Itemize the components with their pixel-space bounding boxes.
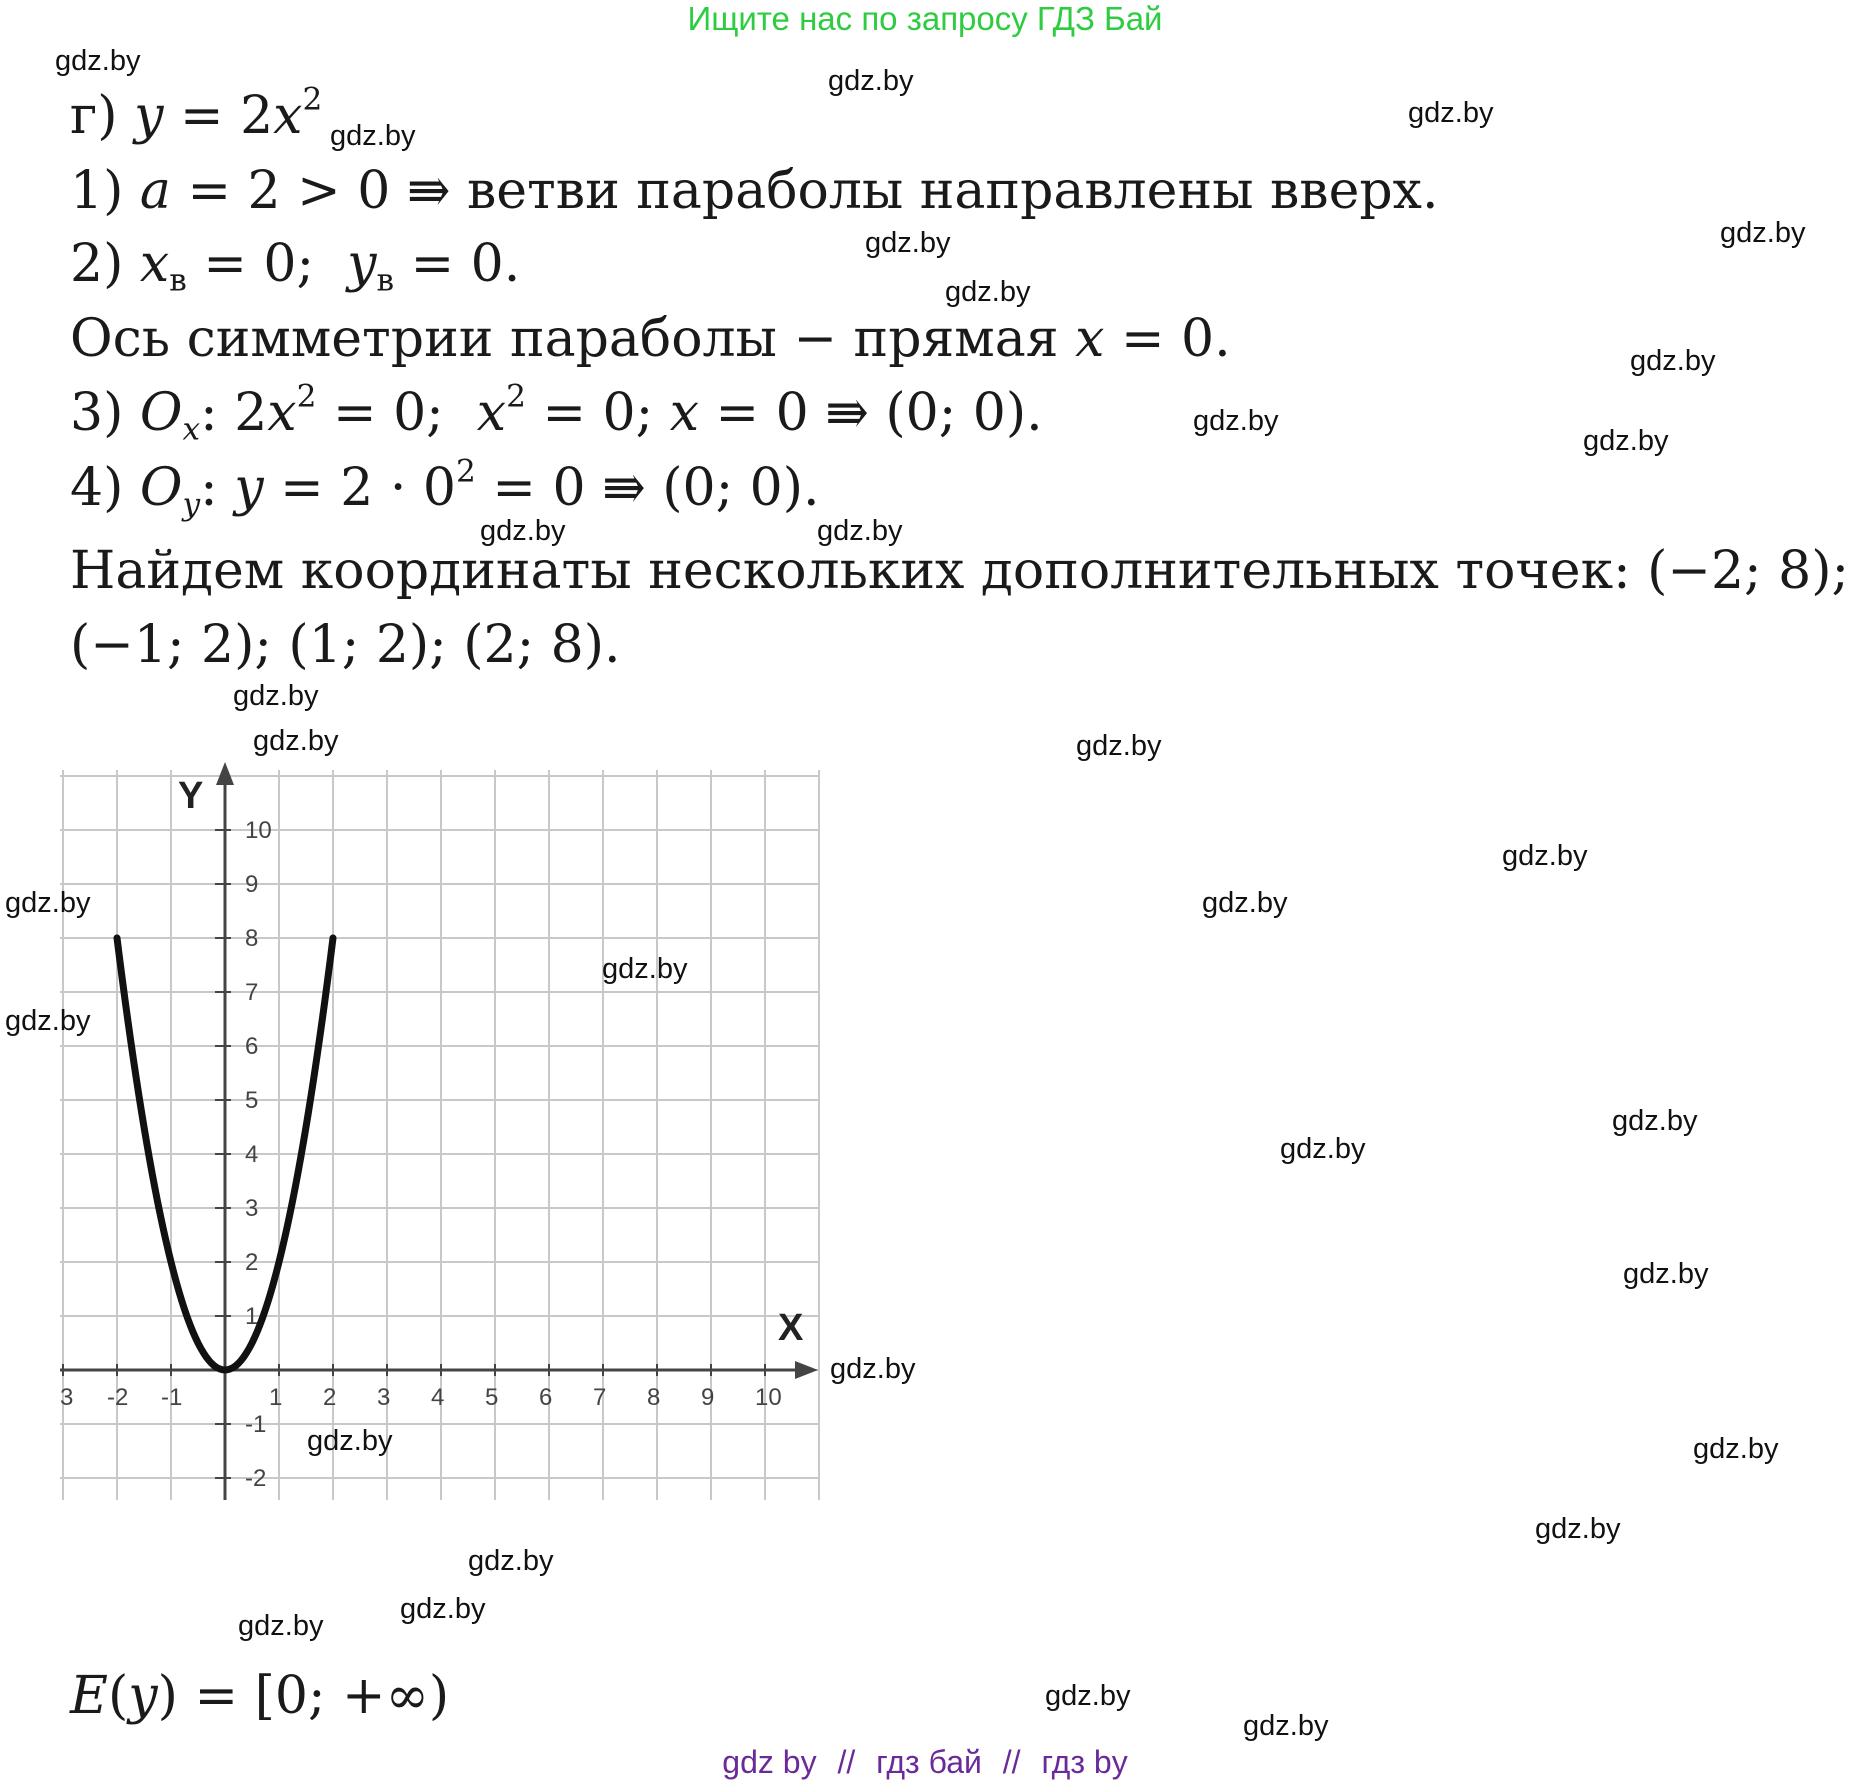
watermark: gdz.by xyxy=(1630,345,1716,377)
watermark: gdz.by xyxy=(1502,840,1588,872)
parabola-graph xyxy=(60,760,820,1500)
y-axis-arrow xyxy=(216,762,234,785)
function-title: г) $y = 2x^2$ xyxy=(70,81,323,146)
x-tick-label: 4 xyxy=(431,1384,445,1411)
y-tick-label: 5 xyxy=(245,1087,259,1114)
watermark: gdz.by xyxy=(1202,887,1288,919)
footer-link-gdz-by-cyr[interactable]: гдз by xyxy=(1041,1744,1128,1780)
watermark: gdz.by xyxy=(1193,405,1279,437)
y-tick-label: -2 xyxy=(245,1465,267,1492)
points-line-2: (−1; 2); (1; 2); (2; 8). xyxy=(70,615,621,675)
watermark: gdz.by xyxy=(1045,1680,1131,1712)
points-line-1: Найдем координаты нескольких дополнительных точек: (−2; 8); xyxy=(70,541,1849,601)
x-axis-arrow xyxy=(795,1361,818,1379)
x-axis-label: X xyxy=(778,1307,804,1349)
watermark: gdz.by xyxy=(330,120,416,152)
watermark: gdz.by xyxy=(1612,1105,1698,1137)
symmetry-axis: Ось симметрии параболы − прямая x = 0. xyxy=(70,309,1231,369)
watermark: gdz.by xyxy=(480,515,566,547)
step-1: 1) a = 2 > 0 ⇛ ветви параболы направлены вверх. xyxy=(70,161,1439,221)
y-tick-label: -1 xyxy=(245,1411,267,1438)
y-tick-label: 2 xyxy=(245,1249,259,1276)
watermark: gdz.by xyxy=(1720,217,1806,249)
x-tick-label: 3 xyxy=(377,1384,391,1411)
x-tick-label: 1 xyxy=(269,1384,283,1411)
footer-separator: // xyxy=(837,1744,856,1780)
x-tick-label: 2 xyxy=(323,1384,337,1411)
watermark: gdz.by xyxy=(828,65,914,97)
watermark: gdz.by xyxy=(1583,425,1669,457)
watermark: gdz.by xyxy=(1280,1133,1366,1165)
footer-links xyxy=(0,1744,1850,1781)
watermark: gdz.by xyxy=(602,953,688,985)
y-tick-label: 1 xyxy=(245,1303,259,1330)
watermark: gdz.by xyxy=(865,227,951,259)
step-3: 3) $O_x$: $2x^2 = 0$; $x^2 = 0$; x = 0 ⇛ (0; 0). xyxy=(70,378,1043,448)
y-tick-label: 7 xyxy=(245,979,259,1006)
y-tick-label: 9 xyxy=(245,871,259,898)
watermark: gdz.by xyxy=(1535,1513,1621,1545)
watermark: gdz.by xyxy=(238,1610,324,1642)
x-tick-label: 9 xyxy=(701,1384,715,1411)
watermark: gdz.by xyxy=(400,1593,486,1625)
x-tick-label: 10 xyxy=(755,1384,782,1411)
footer-separator: // xyxy=(1002,1744,1021,1780)
x-tick-label: 8 xyxy=(647,1384,661,1411)
watermark: gdz.by xyxy=(5,1005,91,1037)
watermark: gdz.by xyxy=(307,1425,393,1457)
y-tick-label: 8 xyxy=(245,925,259,952)
x-tick-label: -2 xyxy=(107,1384,129,1411)
watermark: gdz.by xyxy=(1408,97,1494,129)
step-2: 2) $x_в = 0$; $y_в = 0$. xyxy=(70,234,521,299)
watermark: gdz.by xyxy=(945,276,1031,308)
watermark: gdz.by xyxy=(830,1353,916,1385)
x-tick-label: 3 xyxy=(60,1384,74,1411)
range-of-values: E(y) = [0; +∞) xyxy=(70,1666,450,1726)
watermark: gdz.by xyxy=(233,680,319,712)
watermark: gdz.by xyxy=(1693,1433,1779,1465)
watermark: gdz.by xyxy=(1076,730,1162,762)
watermark: gdz.by xyxy=(55,45,141,77)
watermark: gdz.by xyxy=(5,887,91,919)
y-tick-label: 4 xyxy=(245,1141,259,1168)
x-tick-label: 7 xyxy=(593,1384,607,1411)
watermark: gdz.by xyxy=(468,1545,554,1577)
header-banner[interactable]: Ищите нас по запросу ГДЗ Бай xyxy=(687,0,1163,37)
footer-link-gdz-bai[interactable]: гдз бай xyxy=(876,1744,982,1780)
footer-link-gdz-by[interactable]: gdz by xyxy=(722,1744,817,1780)
x-tick-label: 5 xyxy=(485,1384,499,1411)
watermark: gdz.by xyxy=(1243,1710,1329,1742)
y-tick-label: 6 xyxy=(245,1033,259,1060)
watermark: gdz.by xyxy=(1623,1258,1709,1290)
y-tick-label: 10 xyxy=(245,817,272,844)
x-tick-label: 6 xyxy=(539,1384,553,1411)
y-tick-label: 3 xyxy=(245,1195,259,1222)
step-4: 4) $O_y$: $y = 2 \cdot 0^2 = 0$ ⇛ (0; 0). xyxy=(70,453,820,523)
watermark: gdz.by xyxy=(253,725,339,757)
x-tick-label: -1 xyxy=(161,1384,183,1411)
watermark: gdz.by xyxy=(817,515,903,547)
y-axis-label: Y xyxy=(178,775,204,817)
